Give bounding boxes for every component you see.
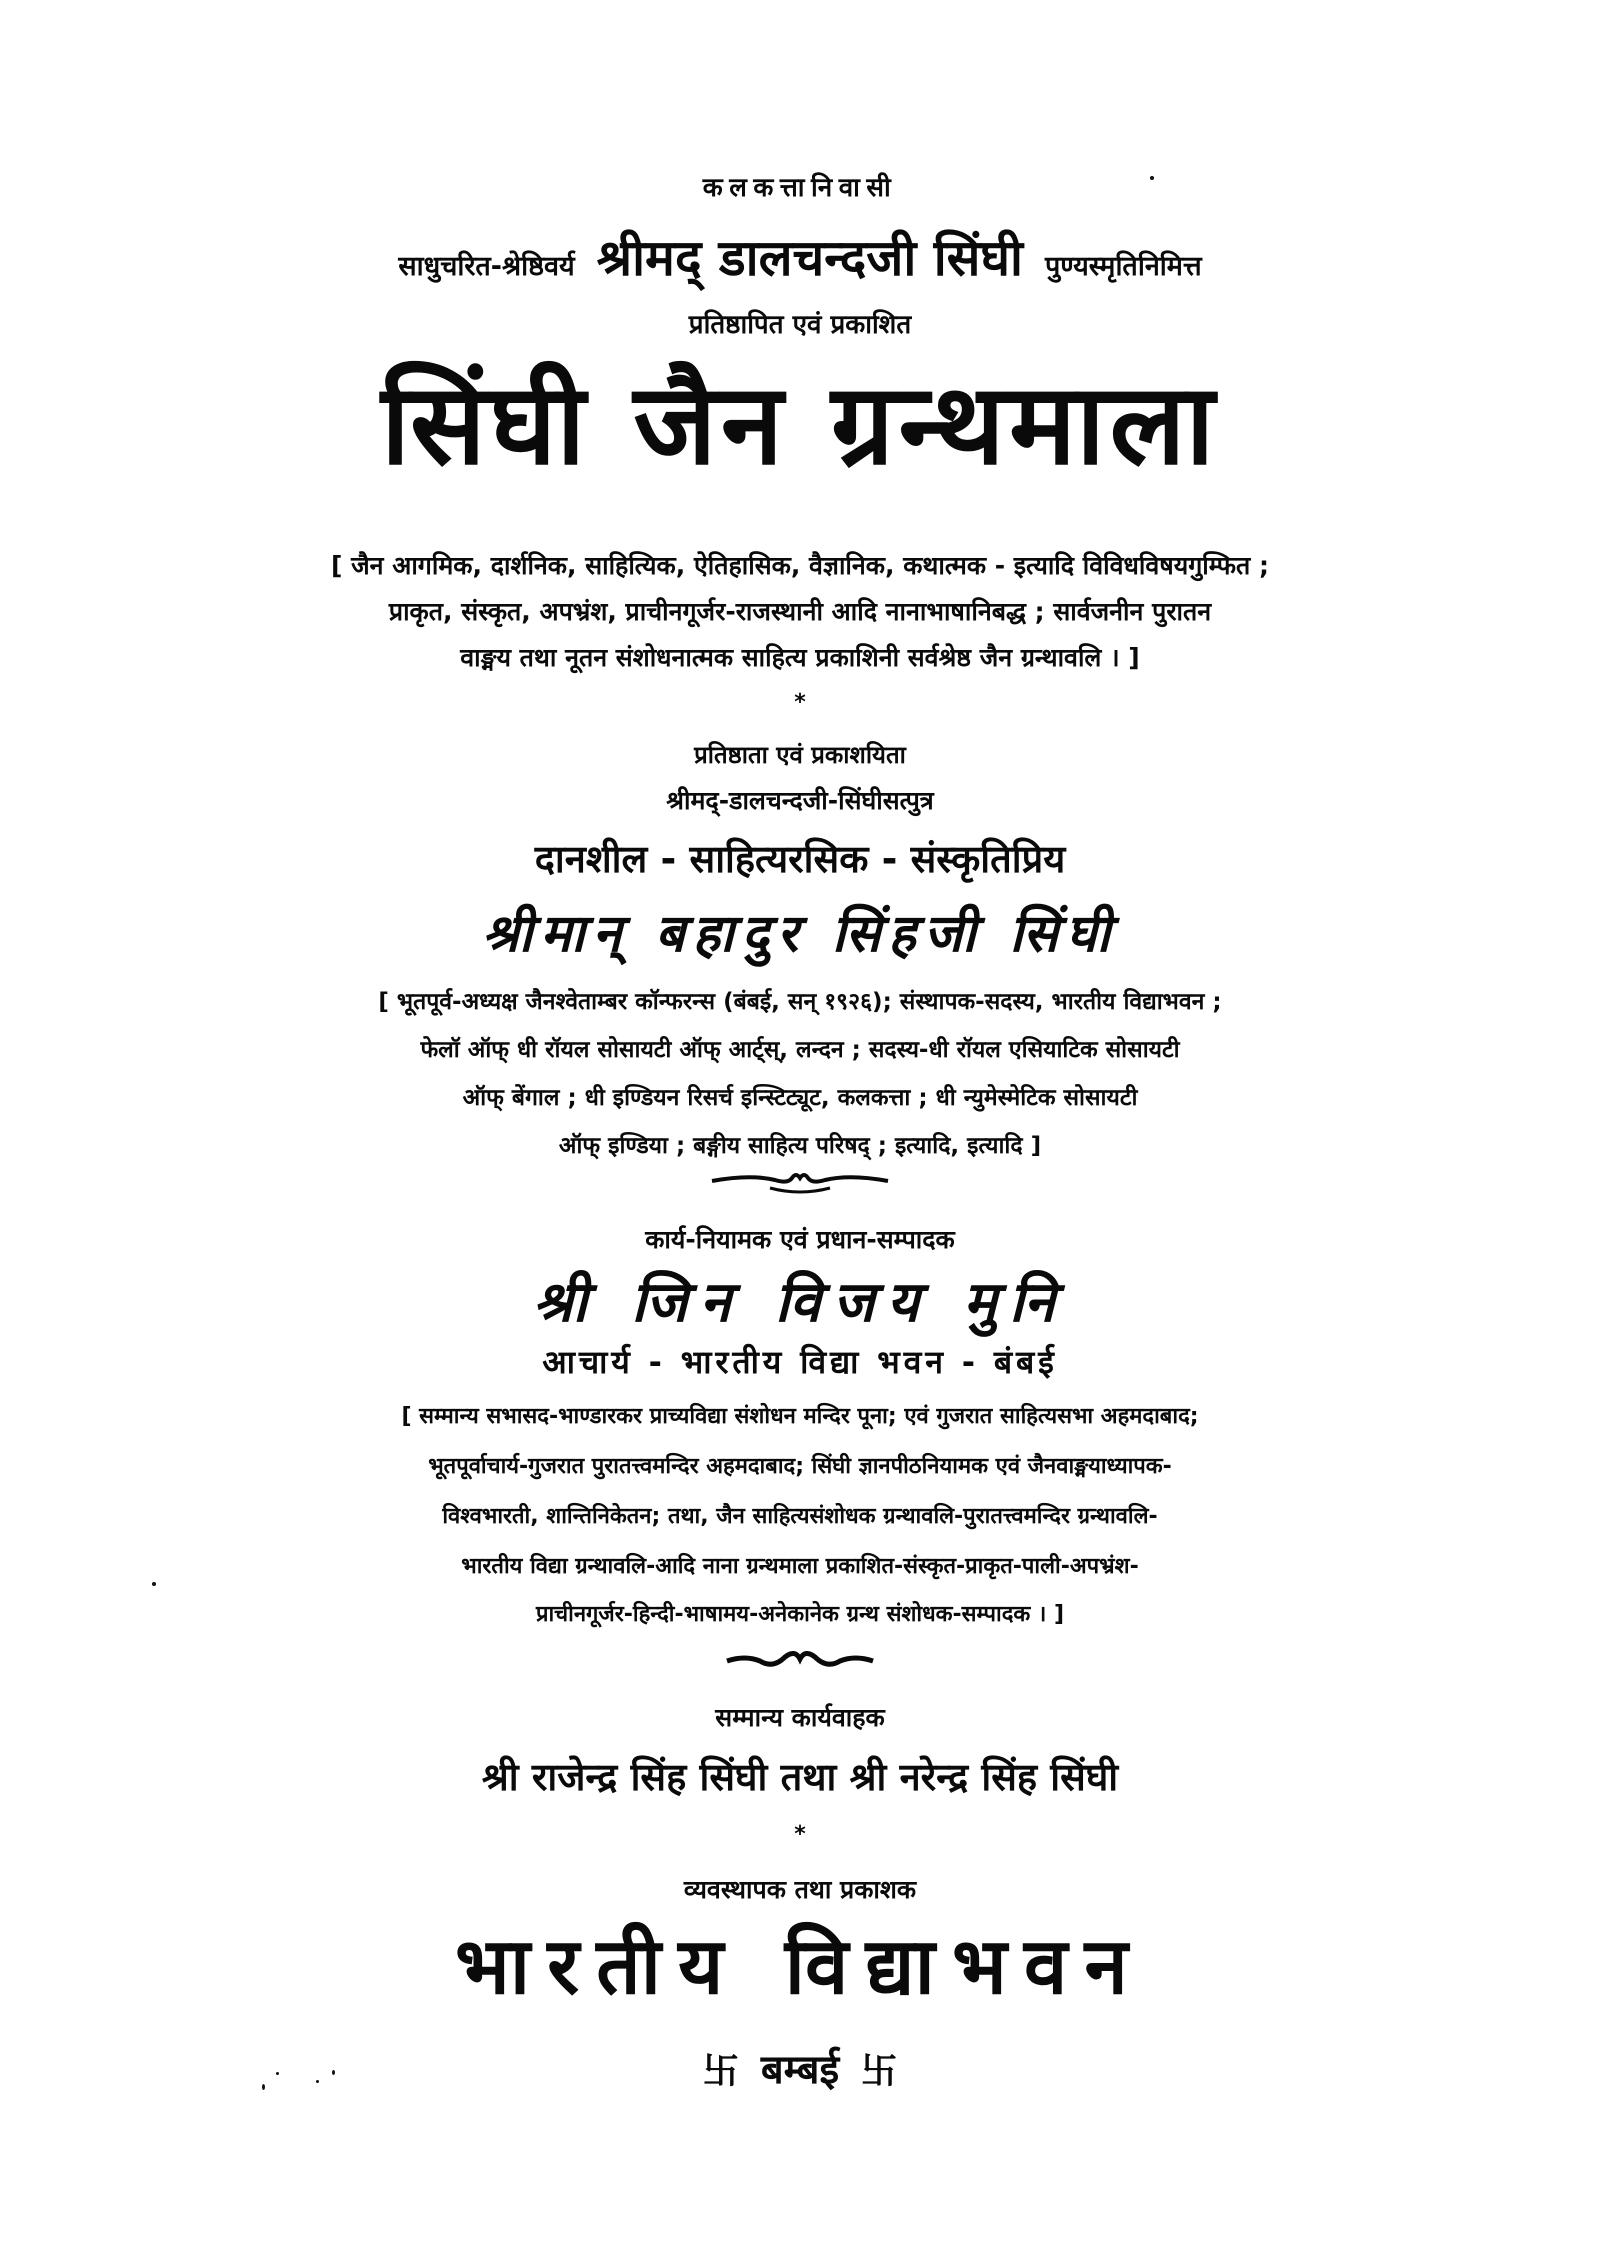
founder-name: श्रीमान् बहादुर सिंहजी सिंघी [482,904,1118,964]
editor-credentials-line: भारतीय विद्या ग्रन्थावलि-आदि नाना ग्रन्थमाला प्रकाशित-संस्कृत-प्राकृत-पाली-अपभ्रंश- [461,1554,1139,1579]
scan-speck [262,2084,265,2090]
dedication-name: श्रीमद् डालचन्दजी सिंघी [596,229,1023,287]
publisher-city: बम्बई [760,2047,840,2093]
publisher-city-line [0,2040,1600,2095]
secretaries-names: श्री राजेन्द्र सिंह सिंघी तथा श्री नरेन्द्र सिंह सिंघी [481,1755,1119,1799]
founder-epithets: दानशील - साहित्यरसिक - संस्कृतिप्रिय [534,837,1066,881]
publisher-role: व्यवस्थापक तथा प्रकाशक [683,1875,917,1904]
founder-lineage: श्रीमद्-डालचन्दजी-सिंघीसत्पुत्र [666,786,934,815]
scan-speck [152,1582,156,1586]
founder-credentials-line: [ भूतपूर्व-अध्यक्ष जैनश्वेताम्बर कॉन्फरन्स (बंबई, सन् १९२६); संस्थापक-सदस्य, भारतीय विद्याभवन ; [378,989,1222,1015]
founder-role: प्रतिष्ठाता एवं प्रकाशयिता [694,741,906,769]
editor-credentials-line: [ सम्मान्य सभासद-भाण्डारकर प्राच्यविद्या संशोधन मन्दिर पूना; एवं गुजरात साहित्यसभा अहमदाबाद; [401,1404,1199,1429]
founder-credentials-line: फेलॉ ऑफ् धी रॉयल सोसायटी ऑफ् आर्ट्स्, लन्दन ; सदस्य-धी रॉयल एसियाटिक सोसायटी [420,1037,1180,1063]
separator-star: * [794,1822,806,1847]
editor-credentials-line: भूतपूर्वाचार्य-गुजरात पुरातत्त्वमन्दिर अहमदाबाद; सिंघी ज्ञानपीठनियामक एवं जैनवाङ्मयाध्यापक- [428,1454,1172,1479]
editor-role: कार्य-नियामक एवं प्रधान-सम्पादक [645,1225,955,1254]
series-description-line: [ जैन आगमिक, दार्शनिक, साहित्यिक, ऐतिहासिक, वैज्ञानिक, कथात्मक - इत्यादि विविधविषयगुम्फित ; [331,551,1269,580]
editor-title: आचार्य - भारतीय विद्या भवन - बंबई [542,1343,1058,1381]
scan-speck [1150,176,1154,180]
scan-speck [332,2070,335,2075]
founder-credentials-line: ऑफ् इण्डिया ; बङ्गीय साहित्य परिषद् ; इत्यादि, इत्यादि ] [558,1133,1042,1159]
established-published-line: प्रतिष्ठापित एवं प्रकाशित [688,310,912,340]
series-title: सिंघी जैन ग्रन्थमाला [380,360,1220,490]
scan-speck [276,2072,279,2075]
editor-credentials-line: प्राचीनगूर्जर-हिन्दी-भाषामय-अनेकानेक ग्रन्थ संशोधक-सम्पादक । ] [535,1602,1065,1627]
series-description-line: प्राकृत, संस्कृत, अपभ्रंश, प्राचीनगूर्जर-राजस्थानी आदि नानाभाषानिबद्ध ; सार्वजनीन पुरातन [388,597,1212,626]
scan-speck [316,2080,319,2083]
publisher-name: भारतीय विद्याभवन [455,1922,1145,2012]
resident-of-line: कलकत्तानिवासी [702,173,898,203]
series-description-line: वाङ्मय तथा नूतन संशोधनात्मक साहित्य प्रकाशिनी सर्वश्रेष्ठ जैन ग्रन्थावलि । ] [460,643,1140,672]
separator-star: * [794,690,806,715]
editor-name: श्री जिन विजय मुनि [532,1270,1068,1335]
ornament-divider [0,1166,1600,1196]
wave-divider [0,1645,1600,1671]
dedication-line [0,222,1600,290]
secretaries-role: सम्मान्य कार्यवाहक [715,1703,885,1732]
editor-credentials-line: विश्वभारती, शान्तिनिकेतन; तथा, जैन साहित्यसंशोधक ग्रन्थावलि-पुरातत्त्वमन्दिर ग्रन्थावलि- [442,1504,1158,1529]
founder-credentials-line: ऑफ् बेंगाल ; धी इण्डियन रिसर्च इन्स्टिट्यूट, कलकत्ता ; धी न्युमेस्मेटिक सोसायटी [462,1085,1138,1111]
swastika-emblem-icon: 卐 [702,2051,739,2092]
dedication-prefix: साधुचरित-श्रेष्ठिवर्य [398,251,575,282]
swastika-emblem-icon: 卐 [861,2051,898,2092]
dedication-suffix: पुण्यस्मृतिनिमित्त [1044,251,1202,282]
